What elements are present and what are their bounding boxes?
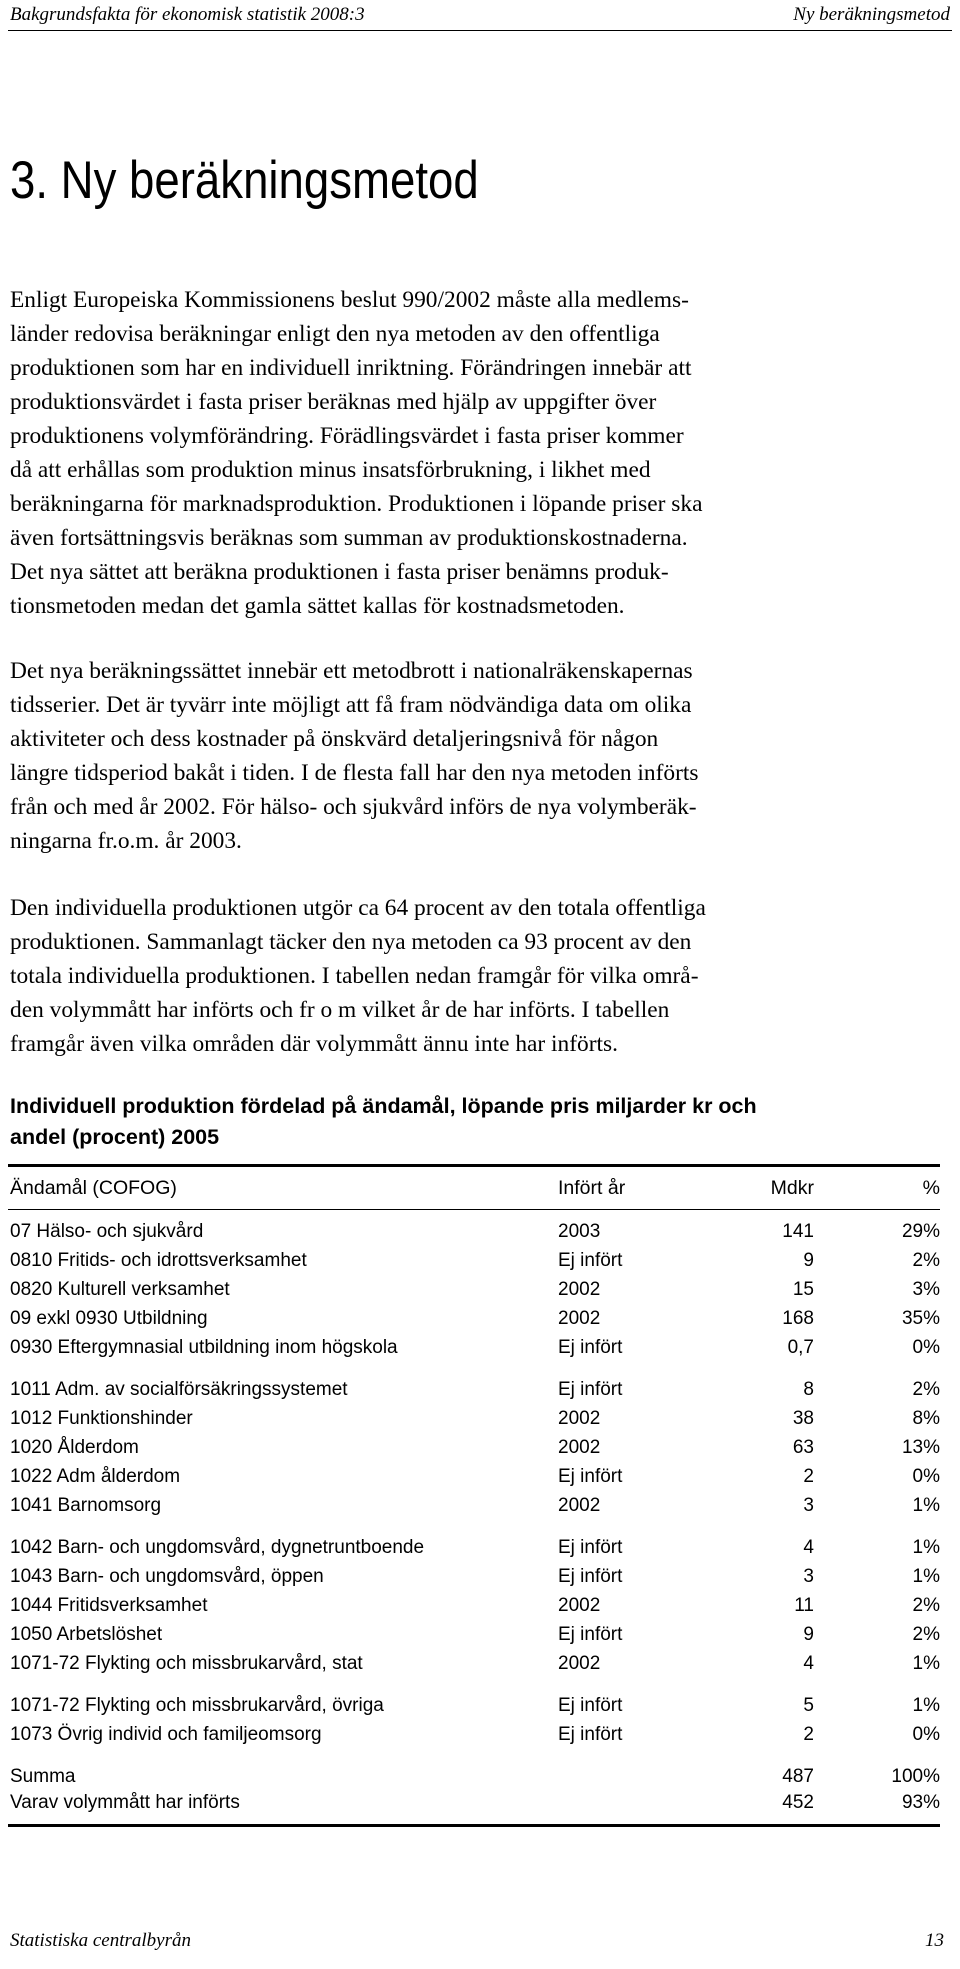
cell-mdkr: 4	[803, 1653, 814, 1674]
running-header	[10, 2, 950, 28]
cell-percent: 1%	[912, 1495, 940, 1516]
cell-year: Ej infört	[558, 1724, 623, 1745]
header-section: Ny beräkningsmetod	[793, 4, 950, 25]
cell-percent: 8%	[912, 1408, 940, 1429]
table-row	[10, 1335, 940, 1361]
column-header-purpose: Ändamål (COFOG)	[10, 1177, 177, 1199]
table-row	[10, 1493, 940, 1519]
paragraph-2	[10, 654, 940, 858]
paragraph-line: då att erhållas som produktion minus insatsförbrukning, i likhet med	[10, 457, 651, 483]
cell-percent: 1%	[912, 1695, 940, 1716]
cell-purpose: 1020 Ålderdom	[10, 1437, 139, 1458]
cell-purpose: 0820 Kulturell verksamhet	[10, 1279, 230, 1300]
cell-year: Ej infört	[558, 1466, 623, 1487]
table-title	[10, 1091, 757, 1153]
cell-purpose: Varav volymmått har införts	[10, 1792, 240, 1813]
table-title-line: Individuell produktion fördelad på ändamål, löpande pris miljarder kr och	[10, 1094, 757, 1118]
paragraph-line: Enligt Europeiska Kommissionens beslut 990/2002 måste alla medlems-	[10, 287, 689, 313]
table-row	[10, 1464, 940, 1490]
cell-mdkr: 487	[782, 1766, 814, 1787]
cell-mdkr: 15	[792, 1279, 814, 1300]
cell-mdkr: 38	[792, 1408, 814, 1429]
cell-mdkr: 3	[803, 1495, 814, 1516]
cell-percent: 0%	[912, 1466, 940, 1487]
cell-year: 2002	[558, 1279, 601, 1300]
table-bottom-rule	[8, 1824, 940, 1827]
table-row	[10, 1277, 940, 1303]
cell-mdkr: 9	[803, 1250, 814, 1271]
table-row	[10, 1306, 940, 1332]
cell-mdkr: 452	[782, 1792, 814, 1813]
paragraph-line: totala individuella produktionen. I tabellen nedan framgår för vilka områ-	[10, 963, 699, 989]
cell-purpose: 0810 Fritids- och idrottsverksamhet	[10, 1250, 307, 1271]
cell-year: 2003	[558, 1221, 601, 1242]
cell-mdkr: 2	[803, 1724, 814, 1745]
cell-mdkr: 11	[794, 1595, 814, 1616]
paragraph-line: Det nya beräkningssättet innebär ett metodbrott i nationalräkenskapernas	[10, 658, 693, 684]
cell-year: Ej infört	[558, 1337, 623, 1358]
paragraph-line: aktiviteter och dess kostnader på önskvärd detaljeringsnivå för någon	[10, 726, 659, 752]
table-row	[10, 1248, 940, 1274]
cell-mdkr: 3	[803, 1566, 814, 1587]
table-title-line: andel (procent) 2005	[10, 1125, 220, 1149]
cell-percent: 1%	[912, 1537, 940, 1558]
cell-year: Ej infört	[558, 1379, 623, 1400]
cell-purpose: 1012 Funktionshinder	[10, 1408, 193, 1429]
table-row	[10, 1377, 940, 1403]
cell-purpose: 1071-72 Flykting och missbrukarvård, övriga	[10, 1695, 384, 1716]
table-row	[10, 1406, 940, 1432]
paragraph-3	[10, 891, 940, 1061]
chapter-title: 3. Ny beräkningsmetod	[10, 151, 479, 210]
cell-year: Ej infört	[558, 1250, 623, 1271]
paragraph-line: från och med år 2002. För hälso- och sjukvård införs de nya volymberäk-	[10, 794, 697, 820]
paragraph-line: produktionens volymförändring. Förädlingsvärdet i fasta priser kommer	[10, 423, 684, 449]
cell-purpose: 0930 Eftergymnasial utbildning inom högskola	[10, 1337, 398, 1358]
paragraph-line: produktionen. Sammanlagt täcker den nya metoden ca 93 procent av den	[10, 929, 692, 955]
table-header-row	[10, 1175, 940, 1201]
table-row	[10, 1219, 940, 1245]
paragraph-line: längre tidsperiod bakåt i tiden. I de flesta fall har den nya metoden införts	[10, 760, 699, 786]
cell-percent: 3%	[912, 1279, 940, 1300]
cell-year: 2002	[558, 1308, 601, 1329]
table-header-rule	[8, 1209, 940, 1210]
table-row	[10, 1622, 940, 1648]
footer-publisher: Statistiska centralbyrån	[10, 1930, 192, 1951]
cell-mdkr: 8	[803, 1379, 814, 1400]
cell-purpose: 1042 Barn- och ungdomsvård, dygnetruntboende	[10, 1537, 425, 1558]
paragraph-line: länder redovisa beräkningar enligt den nya metoden av den offentliga	[10, 321, 660, 347]
cell-percent: 2%	[912, 1624, 940, 1645]
table-total-row	[10, 1790, 940, 1816]
cell-year: 2002	[558, 1437, 601, 1458]
paragraph-line: framgår även vilka områden där volymmått ännu inte har införts.	[10, 1031, 618, 1057]
cell-year: 2002	[558, 1595, 601, 1616]
cell-mdkr: 4	[803, 1537, 814, 1558]
cell-mdkr: 9	[803, 1624, 814, 1645]
cell-percent: 0%	[912, 1724, 940, 1745]
page-number: 13	[925, 1930, 944, 1951]
cell-mdkr: 168	[782, 1308, 814, 1329]
header-rule	[8, 30, 952, 31]
cell-percent: 1%	[912, 1566, 940, 1587]
paragraph-line: Det nya sättet att beräkna produktionen i fasta priser benämns produk-	[10, 559, 669, 585]
cell-purpose: 1043 Barn- och ungdomsvård, öppen	[10, 1566, 324, 1587]
paragraph-line: beräkningarna för marknadsproduktion. Produktionen i löpande priser ska	[10, 491, 703, 517]
cell-mdkr: 2	[803, 1466, 814, 1487]
table-top-rule	[8, 1164, 940, 1167]
table-row	[10, 1435, 940, 1461]
cell-purpose: Summa	[10, 1766, 76, 1787]
cell-mdkr: 0,7	[787, 1337, 814, 1358]
paragraph-line: produktionen som har en individuell inriktning. Förändringen innebär att	[10, 355, 692, 381]
table-row	[10, 1651, 940, 1677]
cell-percent: 2%	[912, 1379, 940, 1400]
cell-year: Ej infört	[558, 1566, 623, 1587]
cell-percent: 2%	[912, 1250, 940, 1271]
cell-percent: 100%	[891, 1766, 940, 1787]
paragraph-line: Den individuella produktionen utgör ca 64 procent av den totala offentliga	[10, 895, 706, 921]
cell-purpose: 09 exkl 0930 Utbildning	[10, 1308, 208, 1329]
table-row	[10, 1593, 940, 1619]
cell-mdkr: 5	[803, 1695, 814, 1716]
paragraph-1	[10, 283, 940, 623]
paragraph-line: den volymmått har införts och fr o m vilket år de har införts. I tabellen	[10, 997, 670, 1023]
header-publication: Bakgrundsfakta för ekonomisk statistik 2008:3	[10, 4, 365, 25]
paragraph-line: tidsserier. Det är tyvärr inte möjligt att få fram nödvändiga data om olika	[10, 692, 692, 718]
cell-purpose: 1073 Övrig individ och familjeomsorg	[10, 1724, 322, 1745]
cell-purpose: 1050 Arbetslöshet	[10, 1624, 163, 1645]
cell-percent: 1%	[912, 1653, 940, 1674]
cell-year: Ej infört	[558, 1695, 623, 1716]
cell-year: 2002	[558, 1653, 601, 1674]
cell-year: 2002	[558, 1408, 601, 1429]
cell-purpose: 07 Hälso- och sjukvård	[10, 1221, 204, 1242]
cell-purpose: 1022 Adm ålderdom	[10, 1466, 181, 1487]
column-header-percent: %	[922, 1177, 940, 1199]
cell-purpose: 1071-72 Flykting och missbrukarvård, stat	[10, 1653, 363, 1674]
cell-mdkr: 63	[792, 1437, 814, 1458]
cell-year: 2002	[558, 1495, 601, 1516]
table-row	[10, 1564, 940, 1590]
cell-percent: 93%	[901, 1792, 940, 1813]
cell-percent: 2%	[912, 1595, 940, 1616]
paragraph-line: tionsmetoden medan det gamla sättet kallas för kostnadsmetoden.	[10, 593, 625, 619]
paragraph-line: även fortsättningsvis beräknas som summan av produktionskostnaderna.	[10, 525, 688, 551]
cell-percent: 29%	[901, 1221, 940, 1242]
cell-year: Ej infört	[558, 1537, 623, 1558]
cell-percent: 0%	[912, 1337, 940, 1358]
cell-percent: 35%	[901, 1308, 940, 1329]
table-total-row	[10, 1764, 940, 1790]
paragraph-line: produktionsvärdet i fasta priser beräknas med hjälp av uppgifter över	[10, 389, 657, 415]
cell-purpose: 1011 Adm. av socialförsäkringssystemet	[10, 1379, 348, 1400]
cell-purpose: 1044 Fritidsverksamhet	[10, 1595, 208, 1616]
table-row	[10, 1535, 940, 1561]
cell-year: Ej infört	[558, 1624, 623, 1645]
column-header-mdkr: Mdkr	[770, 1177, 814, 1199]
table-row	[10, 1722, 940, 1748]
table-row	[10, 1693, 940, 1719]
paragraph-line: ningarna fr.o.m. år 2003.	[10, 828, 242, 854]
cell-purpose: 1041 Barnomsorg	[10, 1495, 162, 1516]
cell-percent: 13%	[901, 1437, 940, 1458]
column-header-year: Infört år	[558, 1177, 626, 1199]
cell-mdkr: 141	[782, 1221, 814, 1242]
